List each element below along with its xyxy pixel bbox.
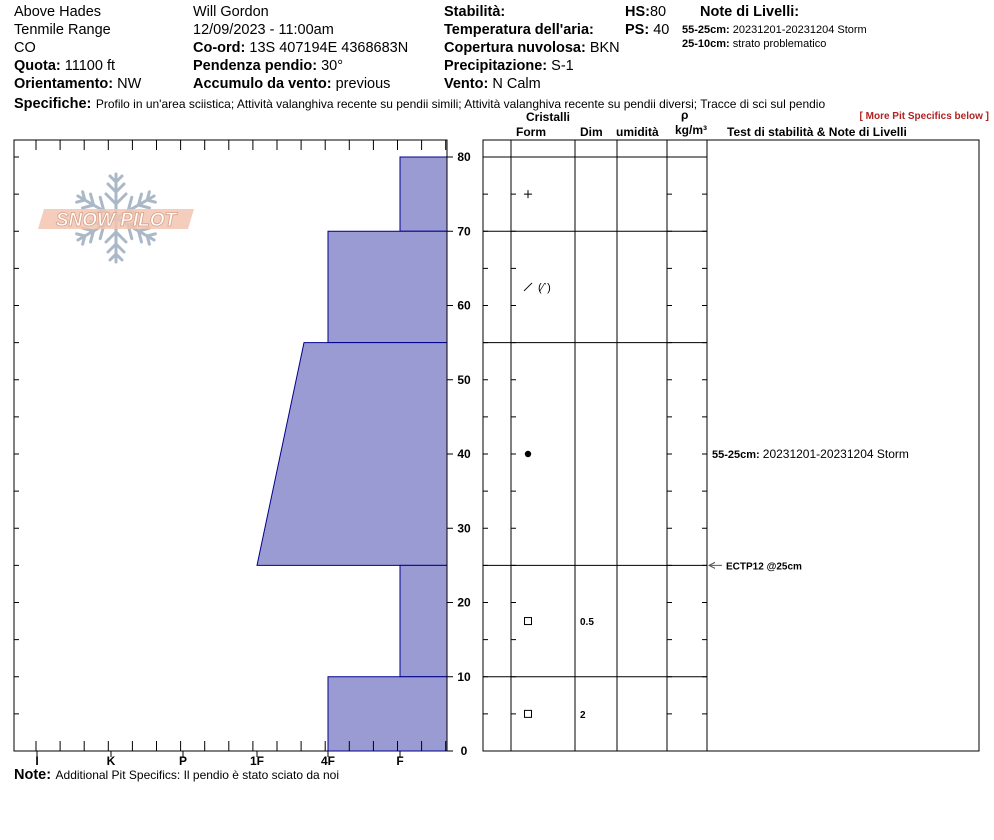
decomposed-fragments-icon: (⁄ˋ) (538, 281, 551, 294)
note-label: Note: (14, 767, 52, 783)
location-name: Above Hades (14, 4, 102, 20)
wind-load-label: Accumulo da vento: (193, 76, 332, 92)
size-header: Dim (580, 125, 603, 139)
density-rho-header: ρ (681, 108, 689, 122)
layer-note-1-text: 20231201-20231204 Storm (732, 24, 867, 36)
air-temp-label: Temperatura dell'aria: (444, 22, 594, 38)
layer-note-2-text: strato problematico (732, 38, 827, 50)
coord-label: Co-ord: (193, 40, 246, 56)
moisture-header: umidità (616, 125, 659, 139)
crystals-header: Cristalli (526, 110, 571, 124)
sky-value: BKN (589, 40, 620, 56)
logo-text: SNOW PILOT (55, 210, 177, 231)
hardness-scale-label: K (106, 754, 116, 768)
aspect-label: Orientamento: (14, 76, 114, 92)
note-value: Additional Pit Specifics: Il pendio è stato sciato da noi (55, 768, 340, 782)
elevation-label: Quota: (14, 58, 61, 74)
grain-size-label: 0.5 (580, 617, 594, 629)
stability-test-label: ECTP12 @25cm (726, 561, 802, 573)
specifics-value: Profilo in un'area sciistica; Attività valanghiva recente su pendii simili; Attività valanghiva recente su pendii diversi; Tracce di sci sul pendio (95, 97, 826, 111)
stability-notes-header: Test di stabilità & Note di Livelli (727, 125, 907, 139)
depth-tick-label: 0 (460, 744, 468, 758)
depth-tick-label: 60 (457, 298, 471, 313)
footer-note (14, 767, 339, 783)
coord-value: 13S 407194E 4368683N (249, 40, 409, 56)
hardness-scale-label: P (178, 754, 188, 768)
observation-datetime: 12/09/2023 - 11:00am (193, 22, 334, 38)
precip-label: Precipitazione: (444, 58, 548, 74)
hardness-scale-label: 1F (249, 754, 265, 768)
more-specifics-link[interactable]: [ More Pit Specifics below ] (859, 111, 989, 122)
faceted-crystal-icon (525, 618, 532, 625)
layer-note-1-range: 55-25cm: (682, 24, 730, 36)
hardness-scale-label: 4F (320, 754, 336, 768)
sky-label: Copertura nuvolosa: (444, 40, 586, 56)
hardness-layer-5 (328, 677, 447, 751)
specifics-label: Specifiche: (14, 96, 92, 112)
wind-label: Vento: (444, 76, 489, 92)
hardness-layer-1 (400, 157, 447, 231)
depth-tick-label: 20 (457, 595, 471, 610)
slope-value: 30° (321, 58, 344, 74)
ps-label: PS: (625, 22, 650, 38)
hardness-scale-label: I (35, 754, 39, 768)
depth-tick-label: 40 (457, 447, 471, 461)
depth-tick-label: 70 (457, 224, 471, 239)
layer-notes-label: Note di Livelli: (700, 4, 800, 20)
hardness-layer-3 (257, 343, 447, 566)
range-name: Tenmile Range (14, 22, 111, 38)
ps-value: 40 (653, 22, 670, 38)
hs-value: 80 (649, 4, 667, 20)
form-header: Form (516, 125, 546, 139)
depth-tick-label: 30 (457, 521, 471, 536)
faceted-crystal-icon (525, 710, 532, 717)
layer-note-2-range: 25-10cm: (682, 38, 730, 50)
hardness-layer-4 (400, 565, 447, 676)
slope-label: Pendenza pendio: (193, 58, 318, 74)
rounded-grain-icon (525, 451, 531, 457)
depth-tick-label: 10 (457, 669, 471, 684)
layer-annotation-40: 55-25cm: 20231201-20231204 Storm (712, 447, 909, 461)
wind-load-value: previous (335, 76, 391, 92)
grain-size-label: 2 (580, 709, 586, 721)
observer-name: Will Gordon (193, 4, 269, 20)
precip-value: S-1 (551, 58, 574, 74)
decomposed-fragments-icon (524, 283, 532, 291)
wind-value: N Calm (492, 76, 541, 92)
aspect-value: NW (117, 76, 142, 92)
hs-label: HS: (625, 4, 650, 20)
depth-tick-label: 80 (457, 150, 471, 164)
state-name: CO (14, 40, 36, 56)
hardness-scale-label: F (396, 754, 404, 768)
elevation-value: 11100 ft (64, 58, 116, 74)
hardness-layer-2 (328, 231, 447, 342)
stability-label: Stabilità: (444, 4, 506, 20)
depth-tick-label: 50 (457, 372, 471, 387)
density-unit-header: kg/m³ (675, 123, 708, 137)
